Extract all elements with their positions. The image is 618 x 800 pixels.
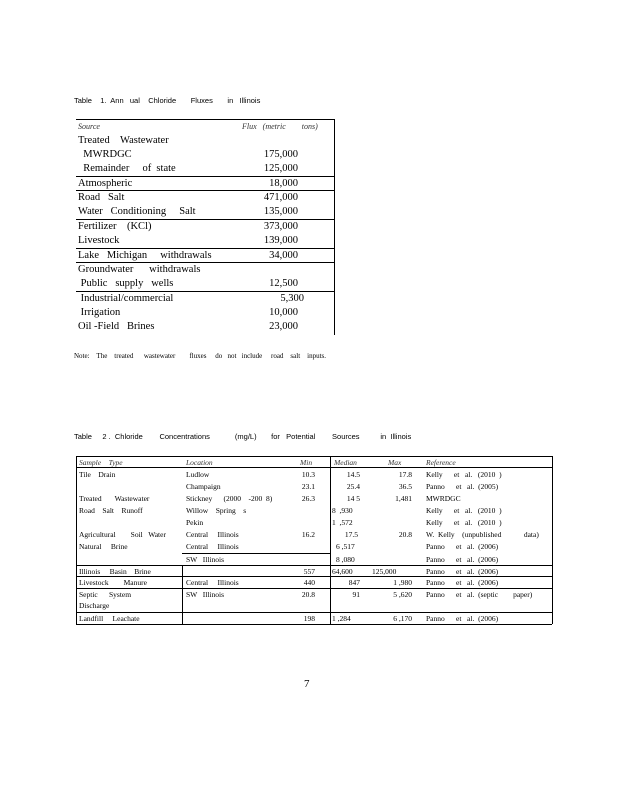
cell-location: Central Illinois (186, 578, 239, 587)
cell-sample-type: Treated Wastewater (79, 494, 150, 503)
cell-median: 14 5 (346, 494, 360, 503)
cell-median: 25.4 (346, 482, 360, 491)
cell-location: Willow Spring s (186, 506, 247, 515)
table1: Source Flux (metric tons) Treated Wastewater MWRDGC 175,000 Remainder of state 125,000 Atmospheric 18,000 Road Salt 471,000 Water Conditioning Salt 135,000 Fertilizer (KCl) 373,000 Livestock 139,000 Lake Michigan withdrawals 34,000 Groundwater withdrawals Public supply wells 12,500 Industrial/commercial 5,300 Irrigation 10,000 Oil -Field Brines 23,000 (76, 119, 334, 335)
cell-sample-type: Illinois Basin Brine (79, 567, 151, 576)
cell-reference: Kelly et al. (2010 ) (426, 506, 502, 515)
cell-min: 10.3 (301, 470, 315, 479)
table1-header-source: Source (78, 122, 100, 131)
table1-right-rule (334, 119, 335, 335)
table1-note: Note: The treated wastewater fluxes do not include road salt inputs. (74, 352, 327, 360)
row-rule (182, 553, 330, 554)
row-rule (76, 565, 552, 566)
cell-reference: MWRDGC (426, 494, 461, 503)
header-sample-type: Sample Type (79, 458, 123, 467)
cell-reference: Panno et al. (2005) (426, 482, 499, 491)
cell-location: SW Illinois (186, 555, 224, 564)
cell-median: 64,600 (332, 567, 353, 576)
cell-max: 5 ,620 (393, 590, 412, 599)
cell-min: 26.3 (301, 494, 315, 503)
cell-sample-type: Tile Drain (79, 470, 116, 479)
cell-reference: Kelly et al. (2010 ) (426, 470, 502, 479)
cell-location: Central Illinois (186, 542, 239, 551)
table2-header-rule (76, 467, 552, 468)
table2-caption: Table 2 . Chloride Concentrations (mg/L) for Potential Sources in Illinois (74, 432, 412, 441)
cell-min: 23.1 (301, 482, 315, 491)
cell-max: 125,000 (372, 567, 397, 576)
cell-reference: Kelly et al. (2010 ) (426, 518, 502, 527)
header-min: Min (300, 458, 313, 467)
cell-sample-type: Livestock Manure (79, 578, 147, 587)
cell-median: 17.5 (344, 530, 358, 539)
header-location: Location (186, 458, 213, 467)
cell-max: 17.8 (398, 470, 412, 479)
cell-median: 1 ,284 (332, 614, 351, 623)
cell-min: 20.8 (301, 590, 315, 599)
table2-top-rule (76, 456, 552, 457)
col-rule (552, 456, 553, 624)
col-rule (330, 456, 331, 624)
cell-max: 6 ,170 (393, 614, 412, 623)
header-reference: Reference (426, 458, 456, 467)
col-rule (76, 456, 77, 624)
cell-reference: W. Kelly (unpublished data) (426, 530, 539, 539)
table1-caption: Table 1. Ann ual Chloride Fluxes in Illinois (74, 96, 261, 105)
cell-median: 91 (352, 590, 360, 599)
cell-min: 16.2 (301, 530, 315, 539)
cell-reference: Panno et al. (2006) (426, 578, 499, 587)
cell-max: 20.8 (398, 530, 412, 539)
cell-location: Central Illinois (186, 530, 239, 539)
cell-location: Champaign (186, 482, 221, 491)
row-rule (76, 588, 552, 589)
table1-top-rule (76, 119, 334, 120)
cell-max: 1 ,980 (393, 578, 412, 587)
cell-reference: Panno et al. (2006) (426, 614, 499, 623)
cell-location: Stickney (2000 -200 8) (186, 494, 273, 503)
cell-location: Ludlow (186, 470, 210, 479)
row-rule (76, 576, 552, 577)
cell-median: 6 ,517 (336, 542, 355, 551)
cell-median: 847 (348, 578, 360, 587)
cell-median: 14.5 (346, 470, 360, 479)
cell-sample-type: Natural Brine (79, 542, 128, 551)
cell-reference: Panno et al. (2006) (426, 542, 499, 551)
cell-sample-type: Discharge (79, 601, 110, 610)
col-rule (182, 565, 183, 624)
cell-min: 557 (303, 567, 315, 576)
cell-min: 198 (303, 614, 315, 623)
cell-min: 440 (303, 578, 315, 587)
cell-sample-type: Road Salt Runoff (79, 506, 143, 515)
cell-sample-type: Agricultural Soil Water (79, 530, 166, 539)
cell-location: Pekin (186, 518, 204, 527)
cell-sample-type: Septic System (79, 590, 132, 599)
page-number: 7 (304, 678, 310, 690)
cell-median: 1 ,572 (332, 518, 353, 527)
cell-median: 8 ,930 (332, 506, 353, 515)
cell-location: SW Illinois (186, 590, 224, 599)
cell-reference: Panno et al. (septic paper) (426, 590, 533, 599)
cell-reference: Panno et al. (2006) (426, 555, 499, 564)
table2-bottom-rule (76, 624, 552, 625)
cell-max: 1,481 (395, 494, 412, 503)
cell-median: 8 ,080 (336, 555, 355, 564)
cell-sample-type: Landfill Leachate (79, 614, 140, 623)
header-max: Max (388, 458, 402, 467)
table1-header-flux: Flux (metric tons) (242, 122, 318, 131)
header-median: Median (334, 458, 357, 467)
row-rule (76, 612, 552, 613)
cell-max: 36.5 (398, 482, 412, 491)
table2 (76, 456, 552, 626)
cell-reference: Panno et al. (2006) (426, 567, 499, 576)
